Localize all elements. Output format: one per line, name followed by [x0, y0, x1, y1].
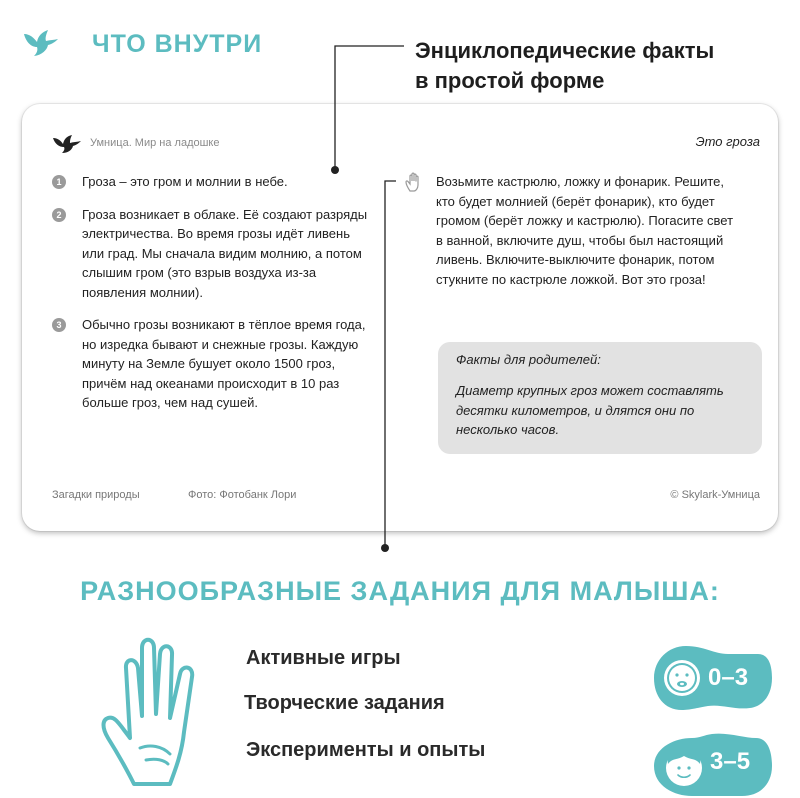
- footer-series: Загадки природы: [52, 489, 140, 501]
- facts-list: [52, 172, 372, 426]
- bird-logo-icon: [22, 28, 60, 58]
- fact-number: 2: [52, 208, 66, 222]
- fact-number: 3: [52, 318, 66, 332]
- task-item: Активные игры: [246, 647, 401, 669]
- fact-item: [52, 315, 372, 413]
- baby-face-icon: [664, 660, 700, 696]
- bird-icon: [52, 134, 82, 154]
- footer-copyright: © Skylark-Умница: [670, 489, 760, 501]
- page-topic: Это гроза: [695, 134, 760, 149]
- fact-item: [52, 172, 372, 192]
- task-item: Эксперименты и опыты: [246, 739, 486, 761]
- child-face-icon: [666, 746, 702, 786]
- age-label-0-3: 0–3: [708, 664, 749, 691]
- fact-text: Обычно грозы возникают в тёплое время года, но изредка бывают и снежные грозы. Каждую минуту на Земле бушует около 1500 гроз, причём над океанами происходит в 10 раз больше гроз, чем над сушей.: [82, 317, 366, 410]
- fact-text: Гроза – это гром и молнии в небе.: [82, 174, 288, 189]
- fact-item: [52, 205, 372, 303]
- fact-number: 1: [52, 175, 66, 189]
- annotation-line-2: в простой форме: [415, 68, 605, 93]
- task-item: Творческие задания: [244, 692, 445, 714]
- annotation-line-1: Энциклопедические факты: [415, 38, 715, 63]
- fact-text: Гроза возникает в облаке. Её создают разряды электричества. Во время грозы идёт ливень или град. Мы сначала видим молнию, а потом слышим гром (это взрыв воздуха из-за появления молнии).: [82, 206, 368, 300]
- footer-photo-credit: Фото: Фотобанк Лори: [188, 489, 297, 501]
- age-label-3-5: 3–5: [710, 748, 751, 775]
- parents-facts-title: Факты для родителей:: [456, 352, 601, 367]
- tasks-title: РАЗНООБРАЗНЫЕ ЗАДАНИЯ ДЛЯ МАЛЫША:: [80, 576, 720, 606]
- section-title: ЧТО ВНУТРИ: [92, 30, 263, 58]
- annotation: [415, 36, 714, 96]
- parents-facts-text: Диаметр крупных гроз может составлять десятки километров, и длятся они по несколько часов.: [456, 383, 724, 437]
- experiment-text: Возьмите кастрюлю, ложку и фонарик. Решите, кто будет молнией (берёт фонарик), кто будет громом (берёт ложку и кастрюлю). Погасите свет в ванной, включите душ, чтобы был настоящий ливень. Включите-выключите фонарик, потом стукните по кастрюле ложкой. Вот это гроза!: [436, 174, 734, 287]
- hand-icon: [405, 172, 423, 192]
- hand-icon: [96, 628, 216, 788]
- book-brand: Умница. Мир на ладошке: [90, 137, 220, 149]
